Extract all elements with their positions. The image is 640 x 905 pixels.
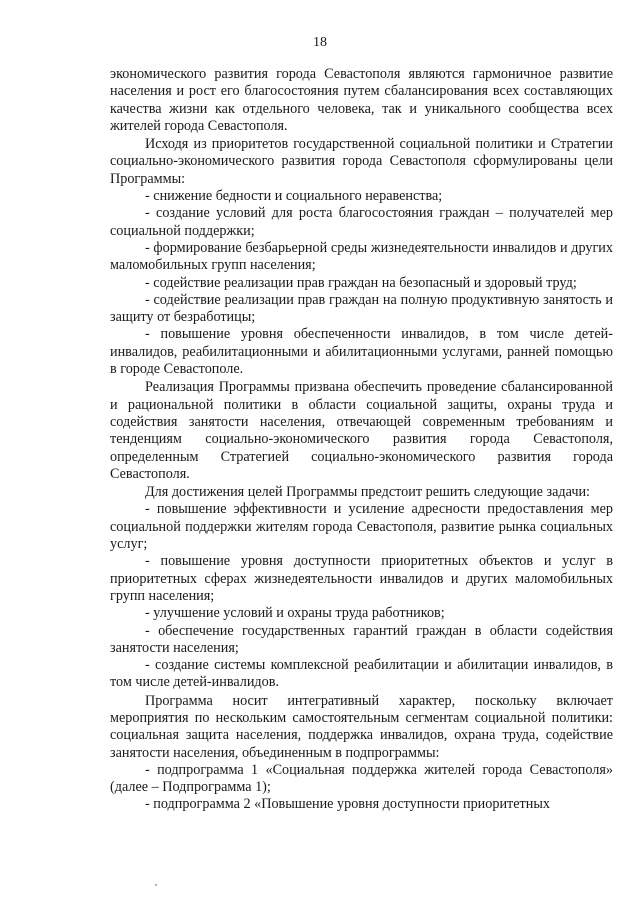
list-item: - создание условий для роста благосостояния граждан – получателей мер социальной поддержки; [110,205,613,239]
paragraph: Для достижения целей Программы предстоит решить следующие задачи: [145,484,591,501]
list-item: - снижение бедности и социального неравенства; [145,188,443,205]
list-item: - повышение эффективности и усиление адресности предоставления мер социальной поддержки жителям города Севастополя, развитие рынка социальных услуг; [110,501,613,553]
page-number: 18 [313,35,327,50]
list-item: - содействие реализации прав граждан на полную продуктивную занятость и защиту от безработицы; [110,291,613,326]
paragraph: Исходя из приоритетов государственной социальной политики и Стратегии социально-экономического развития города Севастополя сформулированы цели Программы: [110,136,613,187]
list-item: - повышение уровня обеспеченности инвалидов, в том числе детей-инвалидов, реабилитационными и абилитационными услугами, ранней помощью в городе Севастополе. [110,326,613,378]
list-item: - улучшение условий и охраны труда работников; [145,605,445,622]
list-item: - содействие реализации прав граждан на безопасный и здоровый труд; [145,274,577,291]
list-item: - обеспечение государственных гарантий граждан в области содействия занятости населения; [110,622,613,656]
document-body [110,66,613,814]
list-item: - подпрограмма 2 «Повышение уровня доступности приоритетных [145,796,550,813]
paragraph: экономического развития города Севастополя являются гармоничное развитие населения и рост его благосостояния путем сбалансирования всех составляющих качества жизни как отдельного человека, так и уникального сообщества всех жителей города Севастополя. [110,66,613,134]
list-item: - формирование безбарьерной среды жизнедеятельности инвалидов и других маломобильных групп населения; [110,239,613,274]
list-item: - подпрограмма 1 «Социальная поддержка жителей города Севастополя» (далее – Подпрограмма 1); [110,761,613,796]
paragraph: Реализация Программы призвана обеспечить проведение сбалансированной и рациональной политики в области социальной защиты, охраны труда и содействия занятости населения, отвечающей современным требованиям и тенденциям социально-экономического развития города Севастополя, определенным Стратегией социально-экономического развития города Севастополя. [110,379,613,482]
list-item: - повышение уровня доступности приоритетных объектов и услуг в приоритетных сферах жизнедеятельности инвалидов и других маломобильных групп населения; [110,553,613,604]
scan-speck [155,884,157,886]
list-item: - создание системы комплексной реабилитации и абилитации инвалидов, в том числе детей-инвалидов. [110,657,613,691]
paragraph: Программа носит интегративный характер, поскольку включает мероприятия по нескольким самостоятельным сегментам социальной политики: социальная защита населения, поддержка инвалидов, охрана труда, содействие занятости населения, объединенным в подпрограммы: [110,692,613,761]
